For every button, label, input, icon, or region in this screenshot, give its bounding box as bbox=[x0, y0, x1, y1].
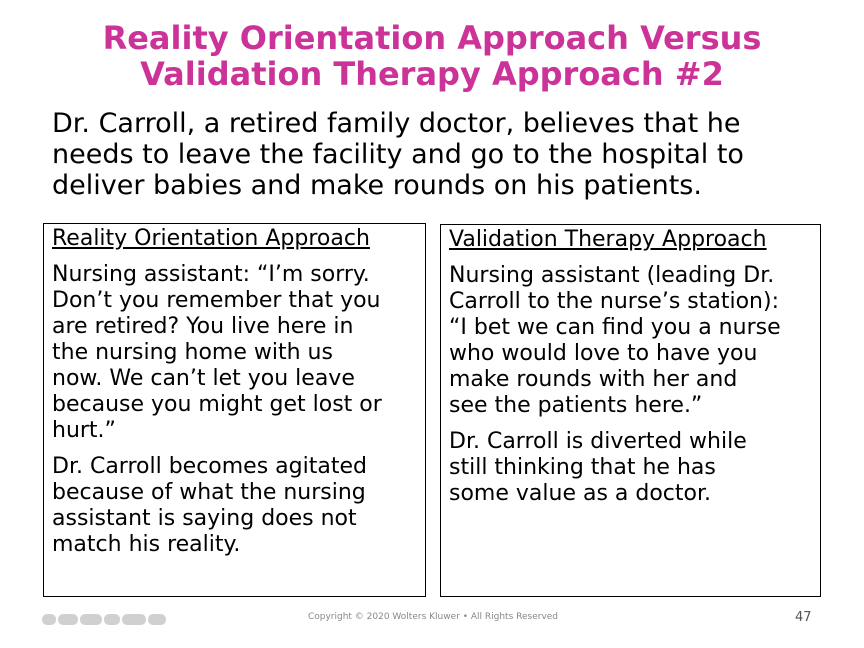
page-number: 47 bbox=[795, 610, 812, 625]
logo-mark bbox=[58, 614, 78, 625]
intro-line: needs to leave the facility and go to the hospital to bbox=[52, 139, 744, 170]
logo-mark bbox=[80, 614, 102, 625]
nursing-assistant-response bbox=[449, 263, 812, 419]
text-line: because you might get lost or bbox=[52, 392, 382, 417]
logo-mark bbox=[104, 614, 120, 625]
text-line: Carroll to the nurse’s station): bbox=[449, 289, 779, 314]
outcome-text bbox=[52, 454, 417, 558]
text-line: Dr. Carroll becomes agitated bbox=[52, 454, 367, 479]
text-line: who would love to have you bbox=[449, 341, 758, 366]
text-line: are retired? You live here in bbox=[52, 314, 354, 339]
slide-title bbox=[40, 20, 824, 92]
text-line: Nursing assistant (leading Dr. bbox=[449, 263, 775, 288]
text-line: “I bet we can find you a nurse bbox=[449, 315, 781, 340]
text-line: Dr. Carroll is diverted while bbox=[449, 429, 747, 454]
text-line: still thinking that he has bbox=[449, 455, 716, 480]
text-line: Nursing assistant: “I’m sorry. bbox=[52, 262, 370, 287]
intro-line: Dr. Carroll, a retired family doctor, believes that he bbox=[52, 108, 741, 139]
logo-mark bbox=[42, 614, 56, 625]
slide-title-line: Reality Orientation Approach Versus bbox=[102, 19, 762, 57]
validation-therapy-panel bbox=[440, 224, 821, 597]
text-line: Don’t you remember that you bbox=[52, 288, 381, 313]
text-line: some value as a doctor. bbox=[449, 481, 712, 506]
text-line: hurt.” bbox=[52, 418, 116, 443]
intro-line: deliver babies and make rounds on his patients. bbox=[52, 170, 702, 201]
logo-mark bbox=[148, 614, 166, 625]
panel-heading: Validation Therapy Approach bbox=[449, 227, 767, 252]
outcome-text bbox=[449, 429, 812, 507]
text-line: match his reality. bbox=[52, 532, 241, 557]
text-line: the nursing home with us bbox=[52, 340, 333, 365]
text-line: see the patients here.” bbox=[449, 393, 703, 418]
text-line: assistant is saying does not bbox=[52, 506, 357, 531]
text-line: now. We can’t let you leave bbox=[52, 366, 355, 391]
text-line: because of what the nursing bbox=[52, 480, 366, 505]
copyright-notice: Copyright © 2020 Wolters Kluwer • All Rights Reserved bbox=[307, 612, 559, 622]
panel-heading: Reality Orientation Approach bbox=[52, 226, 370, 251]
scenario-intro bbox=[52, 108, 832, 201]
reality-orientation-panel bbox=[43, 223, 426, 597]
logo-mark bbox=[122, 614, 146, 625]
nursing-assistant-response bbox=[52, 262, 417, 444]
text-line: make rounds with her and bbox=[449, 367, 738, 392]
slide-title-line: Validation Therapy Approach #2 bbox=[140, 55, 724, 93]
publisher-logo bbox=[42, 611, 168, 628]
